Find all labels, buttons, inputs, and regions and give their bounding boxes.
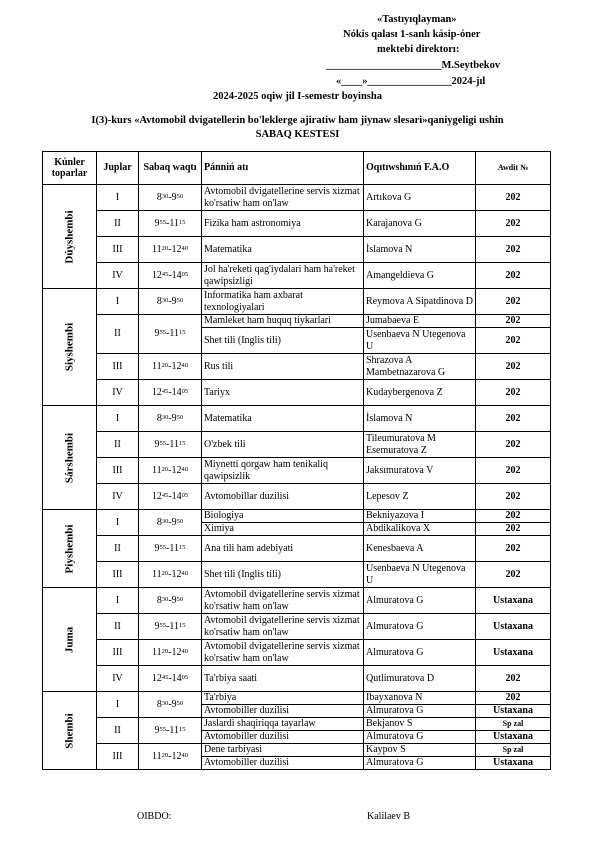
- table-row: [43, 263, 551, 289]
- table-row: [43, 315, 551, 328]
- teacher-cell: Qutlimuratova D: [364, 666, 476, 692]
- table-row: [43, 666, 551, 692]
- teacher-cell: Bekniyazova I: [364, 510, 476, 523]
- room-cell: Sp zal: [476, 718, 551, 731]
- pair-cell: III: [97, 354, 139, 380]
- table-row: [43, 458, 551, 484]
- teacher-cell: Usenbaeva N Utegenova U: [364, 562, 476, 588]
- time-cell: $8^{30}-9^{50}$: [139, 406, 202, 432]
- time-cell: $9^{55}-11^{15}$: [139, 536, 202, 562]
- table-row: [43, 289, 551, 315]
- subject-cell: Jol ha'reketi qag'iydalari ham ha'reket qawipsizligi: [202, 263, 364, 289]
- table-row: [43, 432, 551, 458]
- schedule-table: [42, 151, 551, 770]
- subject-cell: Matematika: [202, 406, 364, 432]
- room-cell: Sp zal: [476, 744, 551, 757]
- pair-cell: I: [97, 588, 139, 614]
- table-row: [43, 211, 551, 237]
- time-cell: $11^{20}-12^{40}$: [139, 458, 202, 484]
- time-cell: $11^{20}-12^{40}$: [139, 562, 202, 588]
- room-cell: 202: [476, 237, 551, 263]
- header-time: Sabaq waqtı: [139, 152, 202, 185]
- time-cell: $12^{45}-14^{05}$: [139, 380, 202, 406]
- pair-cell: II: [97, 614, 139, 640]
- room-cell: Ustaxana: [476, 731, 551, 744]
- teacher-cell: Almuratova G: [364, 588, 476, 614]
- room-cell: 202: [476, 432, 551, 458]
- subject-cell: Avtomobil dvigatellerine servis xizmat ko'rsatiw ham on'law: [202, 614, 364, 640]
- day-cell: Dúyshembi: [43, 185, 97, 289]
- subject-cell: O'zbek tili: [202, 432, 364, 458]
- table-header-row: [43, 152, 551, 185]
- teacher-cell: Kenesbaeva A: [364, 536, 476, 562]
- subject-cell: Dene tarbiyasi: [202, 744, 364, 757]
- header-room: Awdit №: [476, 152, 551, 185]
- subject-cell: Fizika ham astronomiya: [202, 211, 364, 237]
- pair-cell: I: [97, 510, 139, 536]
- semester-title: 2024-2025 oqiw jil I-semestr boyinsha: [213, 91, 382, 102]
- time-cell: $12^{45}-14^{05}$: [139, 484, 202, 510]
- teacher-cell: Kaypov S: [364, 744, 476, 757]
- pair-cell: IV: [97, 666, 139, 692]
- room-cell: 202: [476, 211, 551, 237]
- table-row: [43, 354, 551, 380]
- table-row: [43, 744, 551, 757]
- subject-cell: Biologiya: [202, 510, 364, 523]
- subject-cell: Jaslardi shaqiriqqa tayarlaw: [202, 718, 364, 731]
- day-cell: Juma: [43, 588, 97, 692]
- subject-cell: Avtomobil dvigatellerine servis xizmat ko'rsatiw ham on'law: [202, 185, 364, 211]
- room-cell: 202: [476, 315, 551, 328]
- table-row: [43, 640, 551, 666]
- subject-cell: Ta'rbiya: [202, 692, 364, 705]
- subject-cell: Ximiya: [202, 523, 364, 536]
- time-cell: $9^{55}-11^{15}$: [139, 718, 202, 744]
- time-cell: $9^{55}-11^{15}$: [139, 432, 202, 458]
- room-cell: 202: [476, 484, 551, 510]
- room-cell: 202: [476, 692, 551, 705]
- time-cell: $8^{30}-9^{50}$: [139, 185, 202, 211]
- teacher-cell: İslamova N: [364, 406, 476, 432]
- time-cell: $12^{45}-14^{05}$: [139, 263, 202, 289]
- header-day: Kúnler toparlar: [43, 152, 97, 185]
- teacher-cell: Almuratova G: [364, 757, 476, 770]
- pair-cell: II: [97, 432, 139, 458]
- footer-left-label: OIBDO:: [137, 811, 172, 822]
- table-row: [43, 562, 551, 588]
- subject-cell: Shet tili (Inglis tili): [202, 328, 364, 354]
- teacher-cell: Artıkova G: [364, 185, 476, 211]
- approval-signature-line: ______________________M.Seytbekov: [326, 60, 501, 71]
- pair-cell: III: [97, 640, 139, 666]
- teacher-cell: Bekjanov S: [364, 718, 476, 731]
- pair-cell: II: [97, 315, 139, 354]
- subject-cell: Avtomobil dvigatellerine servis xizmat ko'rsatiw ham on'law: [202, 588, 364, 614]
- room-cell: 202: [476, 328, 551, 354]
- pair-cell: II: [97, 718, 139, 744]
- room-cell: Ustaxana: [476, 614, 551, 640]
- teacher-cell: Almuratova G: [364, 731, 476, 744]
- room-cell: 202: [476, 380, 551, 406]
- teacher-cell: Jaksımuratova V: [364, 458, 476, 484]
- time-cell: $9^{55}-11^{15}$: [139, 211, 202, 237]
- teacher-cell: Lepesov Z: [364, 484, 476, 510]
- table-row: [43, 718, 551, 731]
- day-cell: Sárshembi: [43, 406, 97, 510]
- time-cell: $8^{30}-9^{50}$: [139, 289, 202, 315]
- header-subject: Pánniń atı: [202, 152, 364, 185]
- room-cell: Ustaxana: [476, 588, 551, 614]
- subject-cell: Ana tili ham adebiyati: [202, 536, 364, 562]
- subject-cell: Shet tili (Inglis tili): [202, 562, 364, 588]
- pair-cell: I: [97, 185, 139, 211]
- schedule-heading: SABAQ KESTESI: [255, 129, 340, 140]
- room-cell: Ustaxana: [476, 757, 551, 770]
- room-cell: 202: [476, 562, 551, 588]
- teacher-cell: Karajanova G: [364, 211, 476, 237]
- teacher-cell: Almuratova G: [364, 705, 476, 718]
- subject-cell: Matematika: [202, 237, 364, 263]
- room-cell: 202: [476, 185, 551, 211]
- time-cell: $11^{20}-12^{40}$: [139, 237, 202, 263]
- time-cell: $11^{20}-12^{40}$: [139, 744, 202, 770]
- subject-cell: Avtomobillar duzilisi: [202, 484, 364, 510]
- pair-cell: I: [97, 406, 139, 432]
- table-row: [43, 536, 551, 562]
- room-cell: 202: [476, 523, 551, 536]
- approval-school: Nókis qalası 1-sanlı kásip-óner: [343, 29, 481, 40]
- table-row: [43, 692, 551, 705]
- pair-cell: IV: [97, 380, 139, 406]
- table-row: [43, 588, 551, 614]
- time-cell: $9^{55}-11^{15}$: [139, 315, 202, 354]
- pair-cell: I: [97, 289, 139, 315]
- subject-cell: Avtomobil dvigatellerine servis xizmat ko'rsatiw ham on'law: [202, 640, 364, 666]
- room-cell: 202: [476, 458, 551, 484]
- room-cell: Ustaxana: [476, 705, 551, 718]
- room-cell: 202: [476, 263, 551, 289]
- table-row: [43, 484, 551, 510]
- subject-cell: Ta'rbiya saati: [202, 666, 364, 692]
- subject-cell: Tariyx: [202, 380, 364, 406]
- header-pair: Juplar: [97, 152, 139, 185]
- room-cell: Ustaxana: [476, 640, 551, 666]
- room-cell: 202: [476, 406, 551, 432]
- pair-cell: III: [97, 458, 139, 484]
- subject-cell: Avtomobiller duzilisi: [202, 731, 364, 744]
- teacher-cell: Jumabaeva E: [364, 315, 476, 328]
- teacher-cell: Kudaybergenova Z: [364, 380, 476, 406]
- table-row: [43, 614, 551, 640]
- footer-signatory: Kalilaev B: [367, 811, 411, 822]
- teacher-cell: İslamova N: [364, 237, 476, 263]
- teacher-cell: Amangeldieva G: [364, 263, 476, 289]
- day-cell: Shembi: [43, 692, 97, 770]
- subject-cell: Avtomobiller duzilisi: [202, 757, 364, 770]
- time-cell: $11^{20}-12^{40}$: [139, 640, 202, 666]
- table-row: [43, 380, 551, 406]
- subject-cell: Mamleket ham huquq tiykarlari: [202, 315, 364, 328]
- approval-date-line: «____»________________2024-jıl: [336, 76, 486, 87]
- teacher-cell: Almuratova G: [364, 640, 476, 666]
- room-cell: 202: [476, 289, 551, 315]
- pair-cell: III: [97, 562, 139, 588]
- day-cell: Piyshembi: [43, 510, 97, 588]
- room-cell: 202: [476, 354, 551, 380]
- time-cell: $11^{20}-12^{40}$: [139, 354, 202, 380]
- teacher-cell: Reymova A Sipatdinova D: [364, 289, 476, 315]
- teacher-cell: Abdikalikova X: [364, 523, 476, 536]
- pair-cell: I: [97, 692, 139, 718]
- table-row: [43, 185, 551, 211]
- pair-cell: II: [97, 536, 139, 562]
- approval-title: «Tastıyıqlayman»: [377, 14, 457, 25]
- pair-cell: IV: [97, 484, 139, 510]
- room-cell: 202: [476, 536, 551, 562]
- subject-cell: Avtomobiller duzilisi: [202, 705, 364, 718]
- table-row: [43, 510, 551, 523]
- pair-cell: IV: [97, 263, 139, 289]
- time-cell: $8^{30}-9^{50}$: [139, 510, 202, 536]
- pair-cell: II: [97, 211, 139, 237]
- time-cell: $8^{30}-9^{50}$: [139, 692, 202, 718]
- time-cell: $8^{30}-9^{50}$: [139, 588, 202, 614]
- pair-cell: III: [97, 237, 139, 263]
- schedule-title: [0, 114, 595, 142]
- teacher-cell: Ibayxanova N: [364, 692, 476, 705]
- room-cell: 202: [476, 510, 551, 523]
- header-teacher: Oqıtıwshınıń F.A.O: [364, 152, 476, 185]
- table-row: [43, 406, 551, 432]
- teacher-cell: Almuratova G: [364, 614, 476, 640]
- time-cell: $9^{55}-11^{15}$: [139, 614, 202, 640]
- teacher-cell: Usenbaeva N Utegenova U: [364, 328, 476, 354]
- teacher-cell: Tileumuratova M Esemuratova Z: [364, 432, 476, 458]
- pair-cell: III: [97, 744, 139, 770]
- table-row: [43, 237, 551, 263]
- approval-position: mektebi direktorı:: [377, 44, 460, 55]
- time-cell: $12^{45}-14^{05}$: [139, 666, 202, 692]
- subject-cell: Informatika ham axbarat texnologiyalari: [202, 289, 364, 315]
- teacher-cell: Shrazova A Mambetnazarova G: [364, 354, 476, 380]
- room-cell: 202: [476, 666, 551, 692]
- subject-cell: Miynetti qorgaw ham tenikaliq qawipsizlik: [202, 458, 364, 484]
- subject-cell: Rus tili: [202, 354, 364, 380]
- day-cell: Siyshembi: [43, 289, 97, 406]
- course-title: I(3)-kurs «Avtomobil dvigatellerin bo'leklerge ajiratiw ham jiynaw slesari»qaniygeligi ushin: [91, 115, 504, 126]
